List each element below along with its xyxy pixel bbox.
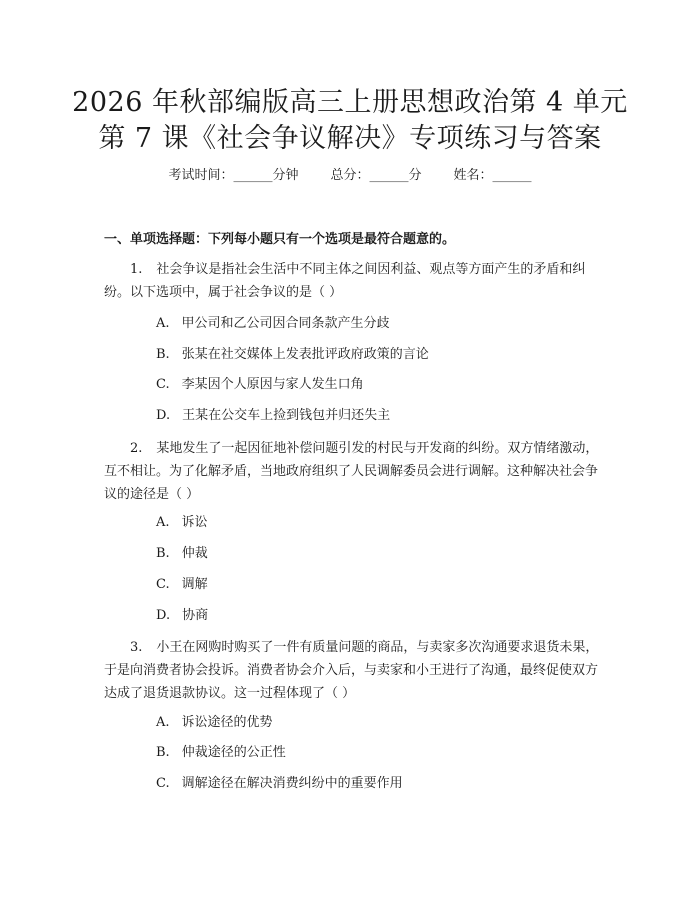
document-title-line-2: 第 7 课《社会争议解决》专项练习与答案: [98, 123, 602, 154]
question-number: 1.: [130, 262, 143, 277]
option-letter: B.: [156, 745, 170, 760]
option-letter: C.: [156, 776, 170, 791]
question-3-option-b: [156, 743, 286, 763]
question-text: 某地发生了一起因征地补偿问题引发的村民与开发商的纠纷。双方情绪激动，互不相让。为了化解矛盾，当地政府组织了人民调解委员会进行调解。这种解决社会争议的途径是（ ）: [104, 441, 599, 502]
question-2-option-d: [156, 606, 208, 626]
question-text: 小王在网购时购买了一件有质量问题的商品，与卖家多次沟通要求退货未果，于是向消费者协会投诉。消费者协会介入后，与卖家和小王进行了沟通，最终促使双方达成了退货退款协议。这一过程体现了（ ）: [104, 640, 599, 701]
question-1: [104, 258, 601, 304]
option-letter: D.: [156, 408, 171, 423]
option-letter: D.: [156, 608, 171, 623]
document-title-line-1: 2026 年秋部编版高三上册思想政治第 4 单元: [72, 87, 628, 118]
question-1-option-c: [156, 375, 364, 395]
question-text: 社会争议是指社会生活中不同主体之间因利益、观点等方面产生的矛盾和纠纷。以下选项中，属于社会争议的是（ ）: [104, 262, 586, 300]
question-1-option-d: [156, 406, 390, 426]
question-1-option-b: [156, 345, 429, 365]
section-heading: 一、单项选择题：下列每小题只有一个选项是最符合题意的。: [104, 232, 456, 247]
exam-name-field: 姓名：______: [453, 168, 532, 183]
option-letter: B.: [156, 546, 170, 561]
option-letter: A.: [156, 515, 170, 530]
option-text: 调解: [181, 577, 208, 592]
option-letter: C.: [156, 377, 170, 392]
question-1-option-a: [156, 314, 390, 334]
question-2-option-b: [156, 544, 208, 564]
question-2-option-a: [156, 513, 208, 533]
option-letter: B.: [156, 347, 170, 362]
option-letter: A.: [156, 316, 170, 331]
question-2: [104, 437, 601, 506]
option-text: 协商: [182, 608, 209, 623]
option-text: 李某因个人原因与家人发生口角: [181, 377, 364, 392]
exam-score-field: 总分：______分: [330, 168, 422, 183]
question-number: 3.: [130, 640, 143, 655]
option-text: 王某在公交车上捡到钱包并归还失主: [182, 408, 391, 423]
option-text: 调解途径在解决消费纠纷中的重要作用: [181, 776, 403, 791]
question-3: [104, 636, 601, 705]
option-text: 诉讼: [181, 515, 208, 530]
question-3-option-a: [156, 713, 273, 733]
exam-time-field: 考试时间：______分钟: [168, 168, 299, 183]
question-2-option-c: [156, 575, 208, 595]
option-text: 仲裁途径的公正性: [181, 745, 286, 760]
option-letter: A.: [156, 715, 170, 730]
question-3-option-c: [156, 774, 403, 794]
option-letter: C.: [156, 577, 170, 592]
option-text: 仲裁: [181, 546, 208, 561]
question-number: 2.: [130, 441, 143, 456]
option-text: 甲公司和乙公司因合同条款产生分歧: [181, 316, 390, 331]
exam-meta: [0, 166, 700, 186]
option-text: 张某在社交媒体上发表批评政府政策的言论: [181, 347, 429, 362]
option-text: 诉讼途径的优势: [181, 715, 273, 730]
